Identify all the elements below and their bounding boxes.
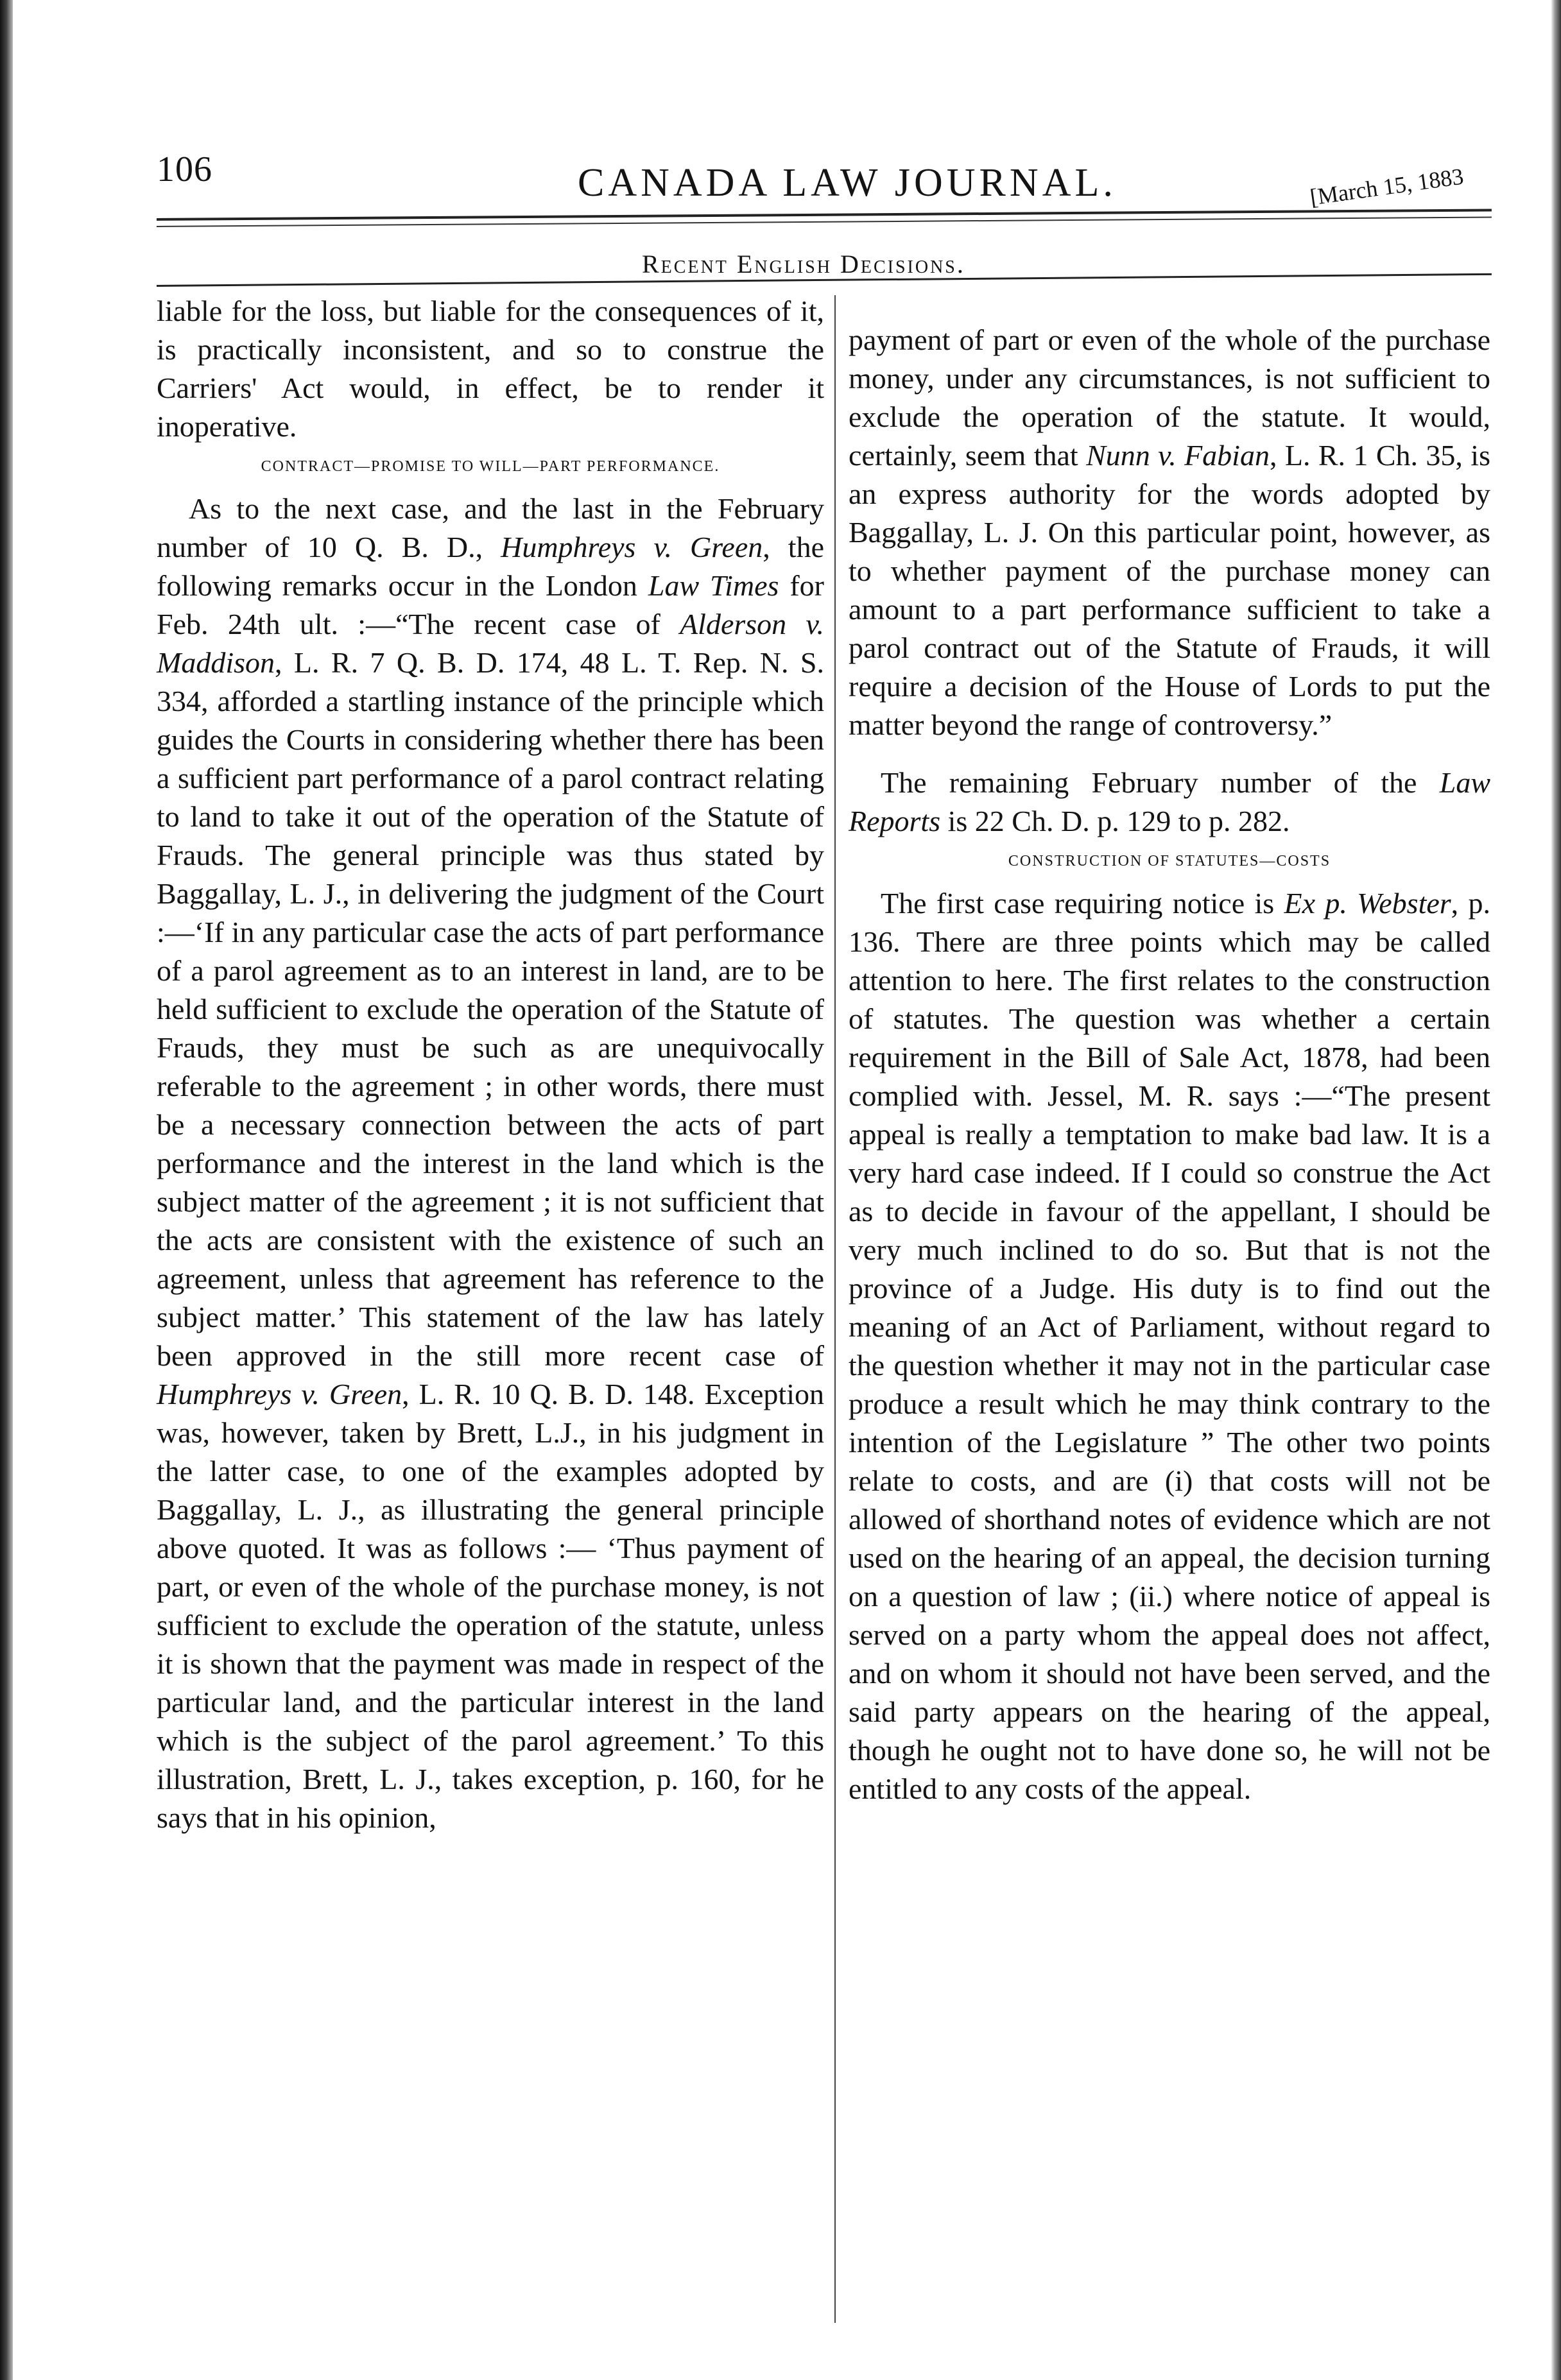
text-run: for Feb. 24th ult. :—“The recent case of xyxy=(157,569,824,640)
issue-date: [March 15, 1883 xyxy=(1308,163,1465,210)
page-gutter-left xyxy=(0,0,13,2380)
page-number: 106 xyxy=(157,150,212,189)
text-run: The remaining February number of the xyxy=(881,766,1440,799)
text-run: , the following remarks occur in the London xyxy=(157,531,824,602)
case-name: Alderson v. Maddison xyxy=(157,608,824,679)
spacer xyxy=(849,744,1490,764)
paragraph xyxy=(849,321,1490,744)
case-name: Nunn v. Fabian xyxy=(1086,439,1270,472)
text-run: The first case requiring notice is xyxy=(881,887,1284,920)
case-name: Ex p. Webster xyxy=(1284,887,1451,920)
column-divider xyxy=(834,295,836,2323)
case-name: Humphreys v. Green xyxy=(157,1378,402,1410)
text-run: As to the next case, and the last in the February number of 10 Q. B. D., xyxy=(157,492,824,563)
text-run: , L. R. 1 Ch. 35, is an express authority for the words adopted by Baggallay, L. J. On this particular point, however, as to whether payment of the purchase money can amount to a part performance sufficient to take a parol contract out of the Statute of Frauds, it will require a decision of the House of Lords to put the matter beyond the range of controversy.” xyxy=(849,439,1490,741)
reports-name: Law Reports xyxy=(849,766,1490,837)
journal-title: CANADA LAW JOURNAL. xyxy=(578,161,1117,205)
page-edge-right xyxy=(1551,0,1561,2380)
text-run: payment of part or even of the whole of the purchase money, under any circumstances, is not sufficient to exclude the operation of the statute. It would, certainly, seem that xyxy=(849,323,1490,472)
paragraph: liable for the loss, but liable for the consequences of it, is practically inconsistent, and so to construe the Carriers' Act would, in effect, be to render it inoperative. xyxy=(157,295,824,443)
paragraph xyxy=(849,884,1490,1808)
text-run: , p. 136. There are three points which may be called attention to here. The first relates to the construction of statutes. The question was whether a certain requirement in the Bill of Sale Act, 1878, had been complied with. Jessel, M. R. says :—“The present appeal is really a temptation to make bad law. It is a very hard case indeed. If I could so construe the Act as to decide in favour of the appellant, I should be very much inclined to do so. But that is not the province of a Judge. His duty is to find out the meaning of an Act of Parliament, without regard to the question whether it may not in the particular case produce a result which he may think contrary to the intention of the Legislature ” The other two points relate to costs, and are (i) that costs will not be allowed of shorthand notes of evidence which are not used on the hearing of an appeal, the decision turning on a question of law ; (ii.) where notice of appeal is served on a party whom the appeal does not affect, and on whom it should not have been served, and the said party appears on the hearing of the appeal, though he ought not to have done so, he will not be entitled to any costs of the appeal. xyxy=(849,887,1491,1805)
text-run: is 22 Ch. D. p. 129 to p. 282. xyxy=(940,805,1290,837)
journal-name: Law Times xyxy=(648,569,779,602)
text-run: , L. R. 7 Q. B. D. 174, 48 L. T. Rep. N. S. 334, afforded a startling instance of the principle which guides the Courts in considering whether there has been a sufficient part performance of a parol contract relating to land to take it out of the operation of the Statute of Frauds. The general principle was thus stated by Baggallay, L. J., in delivering the judgment of the Court :—‘If in any particular case the acts of part performance of a parol agreement as to an interest in land, are to be held sufficient to exclude the operation of the Statute of Frauds, they must be such as are unequivocally referable to the agreement ; in other words, there must be a necessary connection between the acts of part performance and the interest in the land which is the subject matter of the agreement ; it is not sufficient that the acts are consistent with the existence of such an agreement, unless that agreement has reference to the subject matter.’ This statement of the law has lately been approved in the still more recent case of xyxy=(157,646,824,1372)
subsection-heading: CONTRACT—PROMISE TO WILL—PART PERFORMANCE. xyxy=(261,458,720,475)
right-column xyxy=(849,321,1490,1808)
paragraph xyxy=(849,764,1490,841)
text-run: , L. R. 10 Q. B. D. 148. Exception was, however, taken by Brett, L.J., in his judgment in the latter case, to one of the examples adopted by Baggallay, L. J., as illustrating the general principle above quoted. It was as follows :— ‘Thus payment of part, or even of the whole of the purchase money, is not sufficient to exclude the operation of the statute, unless it is shown that the payment was made in respect of the particular land, and the particular interest in the land which is the subject of the parol agreement.’ To this illustration, Brett, L. J., takes exception, p. 160, for he says that in his opinion, xyxy=(157,1378,824,1834)
left-column xyxy=(157,292,824,1837)
section-header: Recent English Decisions. xyxy=(642,250,965,278)
paragraph xyxy=(157,490,824,1837)
case-name: Humphreys v. Green xyxy=(501,531,763,563)
subsection-heading: CONSTRUCTION OF STATUTES—COSTS xyxy=(1008,853,1331,869)
